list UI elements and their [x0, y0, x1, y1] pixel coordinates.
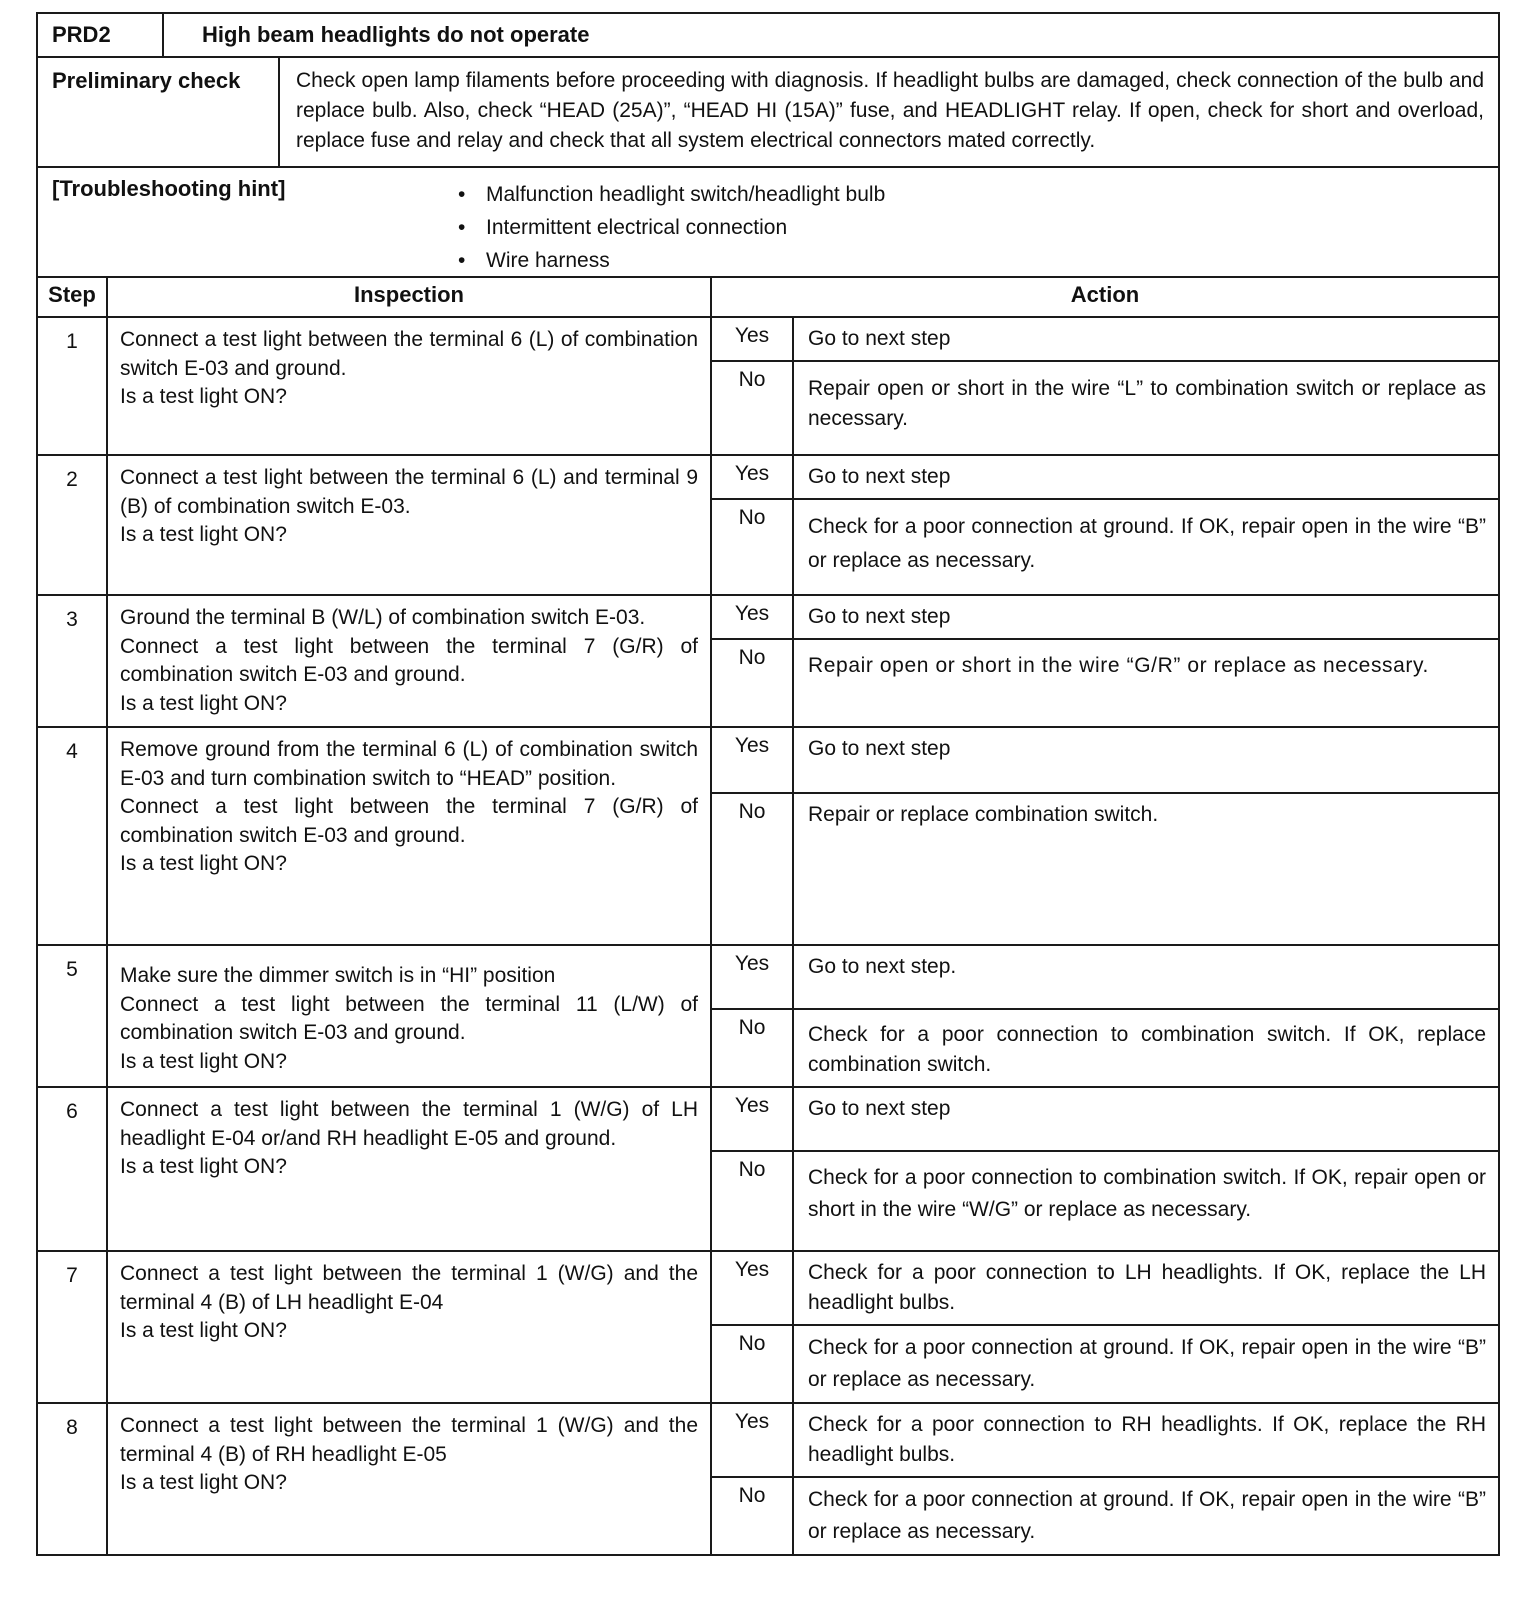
steps-body	[37, 317, 1499, 1555]
inspection-text: Is a test light ON?	[120, 385, 287, 408]
yes-action: Check for a poor connection to LH headlights. If OK, replace the LH headlight bulbs.	[793, 1251, 1499, 1325]
step-number: 8	[37, 1403, 107, 1555]
step-number: 5	[37, 945, 107, 1087]
step-number: 7	[37, 1251, 107, 1403]
inspection-text: Connect a test light between the terminal 7 (G/R) of combination switch E-03 and ground.	[120, 634, 698, 686]
inspection-text: Is a test light ON?	[120, 1155, 287, 1178]
yes-action: Check for a poor connection to RH headlights. If OK, replace the RH headlight bulbs.	[793, 1403, 1499, 1477]
inspection-cell	[107, 727, 711, 945]
no-action: Repair open or short in the wire “G/R” or replace as necessary.	[793, 639, 1499, 727]
inspection-cell	[107, 1403, 711, 1555]
yes-action: Go to next step	[793, 727, 1499, 793]
hint-list	[458, 178, 885, 277]
no-label: No	[711, 793, 793, 945]
inspection-cell	[107, 455, 711, 595]
yes-label: Yes	[711, 1251, 793, 1325]
inspection-text: Make sure the dimmer switch is in “HI” position	[120, 964, 556, 987]
step-number: 6	[37, 1087, 107, 1251]
yes-action: Go to next step	[793, 1087, 1499, 1151]
no-action: Repair open or short in the wire “L” to combination switch or replace as necessary.	[793, 361, 1499, 455]
header-table	[36, 12, 1500, 58]
no-label: No	[711, 639, 793, 727]
no-action: Check for a poor connection at ground. If OK, repair open in the wire “B” or replace as necessary.	[793, 499, 1499, 595]
yes-label: Yes	[711, 455, 793, 499]
no-label: No	[711, 499, 793, 595]
inspection-text: Connect a test light between the terminal 7 (G/R) of combination switch E-03 and ground.	[120, 795, 698, 847]
inspection-text: Is a test light ON?	[120, 523, 287, 546]
table-row	[37, 945, 1499, 1009]
step-number: 4	[37, 727, 107, 945]
no-label: No	[711, 1009, 793, 1087]
procedure-code: PRD2	[37, 13, 163, 57]
steps-table	[36, 276, 1500, 1556]
inspection-text: Connect a test light between the terminal 6 (L) of combination switch E-03 and ground.	[120, 328, 698, 380]
hint-item: • Intermittent electrical connection	[458, 211, 885, 244]
yes-label: Yes	[711, 727, 793, 793]
yes-label: Yes	[711, 945, 793, 1009]
inspection-cell	[107, 945, 711, 1087]
yes-label: Yes	[711, 1087, 793, 1151]
yes-action: Go to next step	[793, 595, 1499, 639]
inspection-cell	[107, 1087, 711, 1251]
no-label: No	[711, 1151, 793, 1251]
no-label: No	[711, 1325, 793, 1403]
inspection-text: Is a test light ON?	[120, 1049, 287, 1073]
table-row	[37, 317, 1499, 361]
table-row	[37, 455, 1499, 499]
inspection-cell	[107, 595, 711, 727]
table-row	[37, 595, 1499, 639]
preliminary-text: Check open lamp filaments before proceeding with diagnosis. If headlight bulbs are damaged, check connection of the bulb and replace bulb. Also, check “HEAD (25A)”, “HEAD HI (15A)” fuse, and HEADLIGHT relay. If open, check for short and overload, replace fuse and relay and check that all system electrical connectors mated correctly.	[279, 57, 1499, 167]
inspection-text: Is a test light ON?	[120, 1319, 287, 1342]
inspection-text: Ground the terminal B (W/L) of combination switch E-03.	[120, 606, 646, 629]
no-label: No	[711, 361, 793, 455]
yes-label: Yes	[711, 595, 793, 639]
inspection-text: Is a test light ON?	[120, 1471, 287, 1494]
table-row	[37, 1251, 1499, 1325]
step-number: 2	[37, 455, 107, 595]
table-row	[37, 1087, 1499, 1151]
yes-action: Go to next step.	[793, 945, 1499, 1009]
inspection-text: Is a test light ON?	[120, 691, 287, 715]
no-action: Check for a poor connection at ground. If OK, repair open in the wire “B” or replace as necessary.	[793, 1477, 1499, 1555]
preliminary-table	[36, 56, 1500, 168]
inspection-cell	[107, 1251, 711, 1403]
step-number: 1	[37, 317, 107, 455]
no-action: Check for a poor connection to combination switch. If OK, replace combination switch.	[793, 1009, 1499, 1087]
hint-label: [Troubleshooting hint]	[52, 176, 286, 201]
hint-table	[36, 166, 1500, 278]
column-header-step: Step	[37, 277, 107, 317]
table-row	[37, 1403, 1499, 1477]
no-action: Repair or replace combination switch.	[793, 793, 1499, 945]
hint-cell	[37, 167, 1499, 277]
inspection-text: Connect a test light between the terminal 1 (W/G) and the terminal 4 (B) of RH headlight E-05	[120, 1414, 698, 1466]
troubleshooting-document	[36, 12, 1500, 1556]
inspection-text: Remove ground from the terminal 6 (L) of combination switch E-03 and turn combination switch to “HEAD” position.	[120, 738, 698, 790]
inspection-text: Connect a test light between the terminal 1 (W/G) of LH headlight E-04 or/and RH headlight E-05 and ground.	[120, 1098, 698, 1150]
no-action: Check for a poor connection at ground. If OK, repair open in the wire “B” or replace as necessary.	[793, 1325, 1499, 1403]
no-label: No	[711, 1477, 793, 1555]
inspection-cell	[107, 317, 711, 455]
inspection-text: Connect a test light between the terminal 1 (W/G) and the terminal 4 (B) of LH headlight E-04	[120, 1262, 698, 1314]
table-row	[37, 727, 1499, 793]
column-header-action: Action	[711, 277, 1499, 317]
preliminary-label: Preliminary check	[37, 57, 279, 167]
yes-label: Yes	[711, 1403, 793, 1477]
yes-label: Yes	[711, 317, 793, 361]
column-header-inspection: Inspection	[107, 277, 711, 317]
yes-action: Go to next step	[793, 455, 1499, 499]
procedure-title: High beam headlights do not operate	[163, 13, 1499, 57]
inspection-text: Connect a test light between the terminal 11 (L/W) of combination switch E-03 and ground.	[120, 992, 698, 1044]
inspection-text: Is a test light ON?	[120, 852, 287, 875]
yes-action: Go to next step	[793, 317, 1499, 361]
step-number: 3	[37, 595, 107, 727]
hint-item: • Wire harness	[458, 244, 885, 277]
inspection-text: Connect a test light between the terminal 6 (L) and terminal 9 (B) of combination switch E-03.	[120, 466, 698, 518]
no-action: Check for a poor connection to combination switch. If OK, repair open or short in the wire “W/G” or replace as necessary.	[793, 1151, 1499, 1251]
hint-item: • Malfunction headlight switch/headlight bulb	[458, 178, 885, 211]
